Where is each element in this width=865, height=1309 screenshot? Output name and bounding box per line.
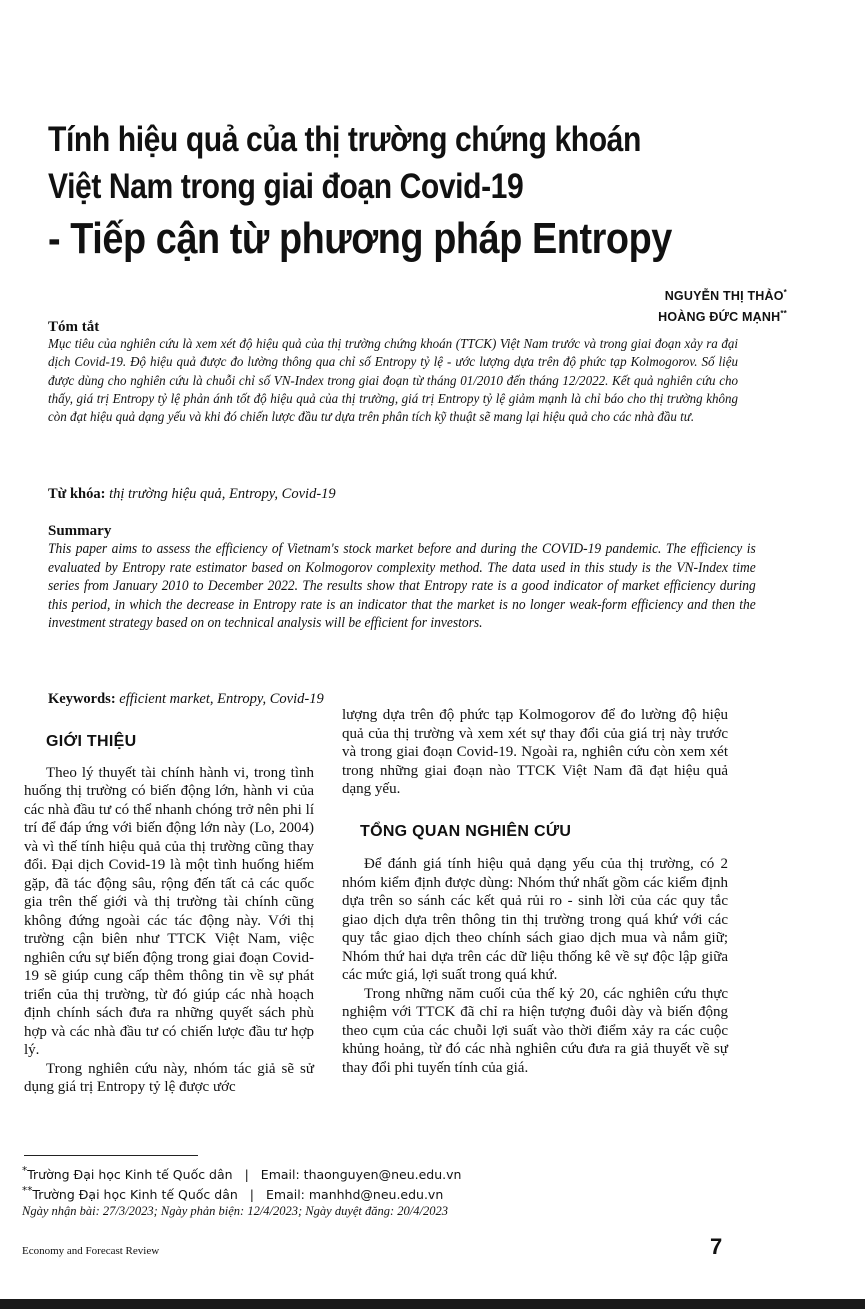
review-heading: TỔNG QUAN NGHIÊN CỨU (360, 822, 572, 840)
keywords-en-value: efficient market, Entropy, Covid-19 (119, 691, 324, 707)
bottom-border (0, 1299, 865, 1309)
intro-heading: GIỚI THIỆU (46, 733, 137, 750)
keywords-en-label: Keywords: (48, 691, 116, 707)
footnote-2-email: Email: manhhd@neu.edu.vn (266, 1187, 444, 1203)
author-1-mark: * (783, 288, 787, 297)
intro-paragraph-1: Theo lý thuyết tài chính hành vi, trong tình huống thị trường có biến động lớn, hành vi của các nhà đầu tư có thể nhanh chóng trở nên phi lí trí để đáp ứng với biến động lớn này (Lo, 2004) và vì thế tính hiệu quả của thị trường cũng thay đổi. Đại dịch Covid-19 là một tình huống hiếm gặp, đã tác động sâu, rộng đến tất cả các quốc gia trên thế giới và thị trường tài chính cũng không đứng ngoài các tác động này. Với thị trường cận biên như TTCK Việt Nam, việc nghiên cứu sự biến động trong giai đoạn Covid-19 sẽ giúp cung cấp thêm thông tin về sự phát triển của thị trường, từ đó giúp các nhà hoạch định chính sách đưa ra những quyết sách phù hợp và các nhà đầu tư có chiến lược đầu tư hợp lý. (24, 764, 314, 1058)
body-column-left (24, 733, 314, 1097)
abstract-vietnamese (48, 318, 738, 427)
page-number: 7 (710, 1234, 723, 1259)
intro-paragraph-2: Trong nghiên cứu này, nhóm tác giả sẽ sử dụng giá trị Entropy tỷ lệ được ước (24, 1060, 314, 1095)
keywords-english (48, 691, 324, 708)
submission-dates: Ngày nhận bài: 27/3/2023; Ngày phản biện: 12/4/2023; Ngày duyệt đăng: 20/4/2023 (22, 1204, 448, 1219)
footnote-2-affiliation: Trường Đại học Kinh tế Quốc dân (32, 1187, 238, 1203)
body-column-right (342, 706, 728, 1077)
review-paragraph-1: Để đánh giá tính hiệu quả dạng yếu của thị trường, có 2 nhóm kiểm định được dùng: Nhóm thứ nhất gồm các kiểm định dựa trên so sánh các kết quả rủi ro - sinh lời của các quy tắc giao dịch dựa trên thông tin thị trường trong quá khứ với các quy tắc giao dịch theo chính sách giao dịch mua và nắm giữ; Nhóm thứ hai dựa trên các dữ liệu thống kê về sự độc lập giữa các mức giá, lợi suất trong quá khứ. (342, 856, 728, 983)
intro-paragraph-2-continued: lượng dựa trên độ phức tạp Kolmogorov để đo lường độ hiệu quả của thị trường và xem xét sự thay đổi của giá trị này trước và trong giai đoạn Covid-19. Ngoài ra, nghiên cứu còn xem xét trong những giai đoạn nào TTCK Việt Nam đã đạt hiệu quả dạng yếu. (342, 707, 728, 797)
summary-english (48, 522, 756, 633)
title-line-1: Tính hiệu quả của thị trường chứng khoán (48, 120, 641, 159)
author-2: HOÀNG ĐỨC MẠNH** (658, 309, 787, 325)
footnote-1: *Trường Đại học Kinh tế Quốc dân | Email: thaonguyen@neu.edu.vn (22, 1165, 462, 1183)
author-2-mark: ** (780, 309, 787, 319)
title-line-3: - Tiếp cận từ phương pháp Entropy (48, 214, 672, 263)
footnote-2: **Trường Đại học Kinh tế Quốc dân | Email: manhhd@neu.edu.vn (22, 1185, 444, 1203)
keywords-vi-label: Từ khóa: (48, 486, 106, 502)
abstract-text: Mục tiêu của nghiên cứu là xem xét độ hiệu quả của thị trường chứng khoán (TTCK) Việt Nam trước và trong giai đoạn xảy ra đại dịch Covid-19. Độ hiệu quả được đo lường thông qua chỉ số Entropy tỷ lệ - ước lượng dựa trên độ phức tạp Kolmogorov. Số liệu được dùng cho nghiên cứu là chuỗi chỉ số VN-Index trong giai đoạn từ tháng 01/2010 đến tháng 12/2022. Kết quả nghiên cứu cho thấy, giá trị Entropy tỷ lệ phản ánh tốt độ hiệu quả của thị trường, giá trị Entropy tỷ lệ giảm mạnh là chỉ báo cho thị trường không còn đạt hiệu quả dạng yếu và khi đó chiến lược đầu tư dựa trên phân tích kỹ thuật sẽ mang lại hiệu quả cho các nhà đầu tư. (48, 337, 739, 426)
footnotes (22, 1163, 461, 1220)
keywords-vi-value: thị trường hiệu quả, Entropy, Covid-19 (109, 486, 336, 502)
keywords-vietnamese (48, 486, 336, 503)
article-title (48, 116, 828, 268)
journal-name: Economy and Forecast Review (22, 1245, 160, 1257)
title-line-2: Việt Nam trong giai đoạn Covid-19 (48, 167, 524, 206)
footnote-1-email: Email: thaonguyen@neu.edu.vn (260, 1167, 462, 1183)
summary-heading: Summary (48, 523, 112, 539)
review-paragraph-2: Trong những năm cuối của thế kỷ 20, các nghiên cứu thực nghiệm với TTCK đã chỉ ra hiện tượng đuôi dày và biến động theo cụm của các chuỗi lợi suất vào thời điểm xảy ra các cuộc khủng hoảng, từ đó các nhà nghiên cứu đưa ra giả thuyết về sự thay đổi phi tuyến tính của giá. (342, 985, 728, 1076)
author-1: NGUYỄN THỊ THẢO* (664, 288, 787, 304)
abstract-heading: Tóm tắt (48, 319, 100, 335)
summary-text: This paper aims to assess the efficiency of Vietnam's stock market before and during the COVID-19 pandemic. The efficiency is evaluated by Entropy rate estimator based on Kolmogorov complexity method. The data used in this study is the VN-Index time series from January 2010 to December 2022. The results show that Entropy rate is a good indicator of market efficiency during this period, in which the decrease in Entropy rate is an indicator that the market is no longer weak-form efficiency and then the investment strategy based on on technical analysis will be efficient for investors. (48, 541, 756, 631)
footnote-divider (24, 1155, 198, 1156)
footnote-1-affiliation: Trường Đại học Kinh tế Quốc dân (27, 1167, 233, 1183)
